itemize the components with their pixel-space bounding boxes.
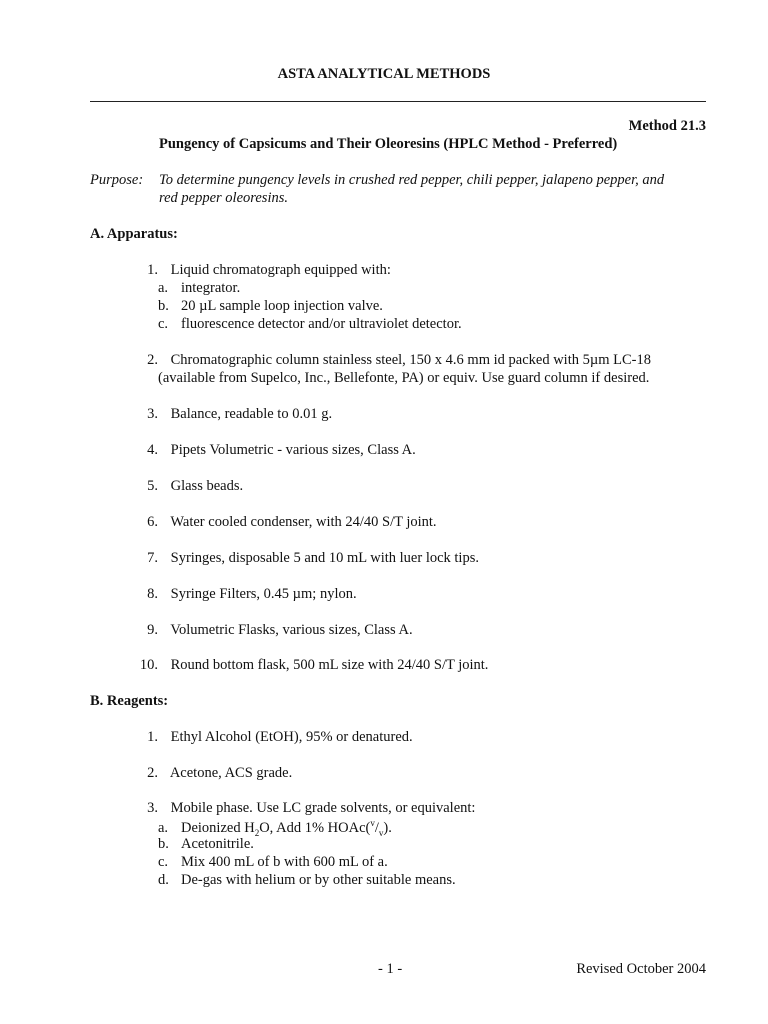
list-item	[134, 800, 475, 817]
sub-text: Mix 400 mL of b with 600 mL of a.	[181, 854, 388, 870]
item-number: 3.	[147, 406, 158, 422]
item-number: 4.	[147, 442, 158, 458]
list-item	[134, 657, 488, 674]
item-continuation: (available from Supelco, Inc., Bellefonte, PA) or equiv. Use guard column if desired.	[158, 370, 650, 386]
sub-item	[158, 280, 240, 297]
sub-item	[158, 818, 392, 838]
method-title: Pungency of Capsicums and Their Oleoresins (HPLC Method - Preferred)	[159, 136, 618, 152]
sub-item	[158, 298, 383, 315]
item-number: 10.	[139, 657, 158, 673]
list-item	[134, 586, 357, 603]
item-number: 2.	[147, 352, 158, 368]
section-b-heading: B. Reagents:	[90, 693, 169, 709]
sub-letter: a.	[158, 819, 169, 836]
method-number: Method 21.3	[628, 118, 706, 134]
sub-text: 20 µL sample loop injection valve.	[181, 298, 383, 314]
header-divider	[90, 101, 706, 102]
item-number: 7.	[147, 550, 158, 566]
list-item	[134, 765, 292, 782]
sub-letter: d.	[158, 872, 169, 888]
item-text: Glass beads.	[170, 478, 244, 494]
item-text: Syringes, disposable 5 and 10 mL with luer lock tips.	[170, 550, 479, 566]
sub-item	[158, 872, 456, 889]
sub-item	[158, 854, 388, 871]
item-text: Water cooled condenser, with 24/40 S/T joint.	[170, 514, 437, 530]
item-number: 8.	[147, 586, 158, 602]
item-number: 1.	[147, 262, 158, 278]
sub-text: integrator.	[181, 280, 241, 296]
list-item	[134, 262, 391, 279]
sub-text: fluorescence detector and/or ultraviolet detector.	[181, 316, 462, 332]
item-number: 6.	[147, 514, 158, 530]
item-text: Balance, readable to 0.01 g.	[170, 406, 333, 422]
sub-text: De-gas with helium or by other suitable means.	[181, 872, 456, 888]
item-text: Liquid chromatograph equipped with:	[170, 262, 391, 278]
sub-letter: b.	[158, 836, 169, 852]
item-number: 5.	[147, 478, 158, 494]
item-text: Mobile phase. Use LC grade solvents, or equivalent:	[170, 800, 476, 816]
sub-text: Acetonitrile.	[181, 836, 254, 852]
item-text: Pipets Volumetric - various sizes, Class A.	[170, 442, 416, 458]
sub-item	[158, 316, 462, 333]
list-item	[134, 514, 437, 531]
subscript: v	[378, 827, 384, 838]
purpose-text-line2: red pepper oleoresins.	[159, 190, 288, 206]
item-text: Syringe Filters, 0.45 µm; nylon.	[170, 586, 357, 602]
section-a-heading: A. Apparatus:	[90, 226, 178, 242]
sub-letter: c.	[158, 316, 169, 332]
item-text: Ethyl Alcohol (EtOH), 95% or denatured.	[170, 729, 413, 745]
item-text: Volumetric Flasks, various sizes, Class A.	[170, 622, 413, 638]
sub-letter: a.	[158, 280, 169, 296]
page-number: - 1 -	[378, 961, 403, 977]
purpose-label: Purpose:	[90, 172, 144, 188]
purpose-text-line1: To determine pungency levels in crushed red pepper, chili pepper, jalapeno pepper, and	[159, 172, 665, 188]
item-number: 3.	[147, 800, 158, 816]
text-fragment: ).	[383, 819, 392, 836]
list-item	[134, 550, 479, 567]
document-title: ASTA ANALYTICAL METHODS	[277, 66, 491, 82]
sub-item	[158, 836, 254, 853]
list-item	[134, 406, 332, 423]
item-number: 1.	[147, 729, 158, 745]
sub-text	[181, 820, 392, 836]
list-item	[134, 729, 413, 746]
revision-date: Revised October 2004	[576, 961, 706, 977]
item-text: Acetone, ACS grade.	[169, 765, 293, 781]
item-text: Round bottom flask, 500 mL size with 24/40 S/T joint.	[170, 657, 489, 673]
list-item	[134, 622, 413, 639]
superscript: v	[370, 818, 375, 828]
sub-letter: c.	[158, 854, 169, 870]
sub-letter: b.	[158, 298, 169, 314]
item-number: 2.	[147, 765, 158, 781]
text-fragment: Deionized H	[181, 819, 255, 836]
list-item	[134, 478, 243, 495]
subscript: 2	[254, 827, 260, 838]
text-fragment: O, Add 1% HOAc(	[259, 819, 371, 836]
item-text: Chromatographic column stainless steel, 150 x 4.6 mm id packed with 5µm LC-18	[170, 352, 651, 368]
item-number: 9.	[147, 622, 158, 638]
list-item	[134, 442, 416, 459]
text-fragment: /	[374, 819, 379, 836]
list-item	[134, 352, 651, 369]
